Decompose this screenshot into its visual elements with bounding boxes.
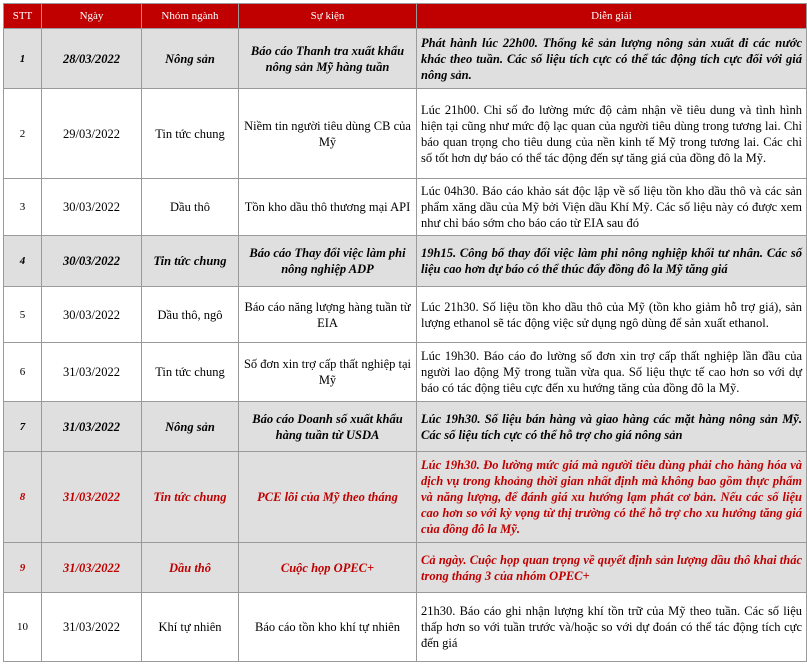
row-date: 31/03/2022 (42, 543, 142, 593)
row-group: Dầu thô (142, 543, 239, 593)
table-row (4, 236, 807, 287)
row-event: Báo cáo năng lượng hàng tuần từ EIA (239, 287, 417, 343)
row-event: Báo cáo Thay đổi việc làm phi nông nghiệp ADP (239, 236, 417, 287)
row-description: 19h15. Công bố thay đổi việc làm phi nông nghiệp khối tư nhân. Các số liệu cao hơn dự báo có thể thúc đẩy đồng đô la Mỹ tăng giá (417, 236, 807, 287)
table-row (4, 89, 807, 179)
row-group: Tin tức chung (142, 452, 239, 543)
table-row (4, 593, 807, 662)
row-description: Cả ngày. Cuộc họp quan trọng về quyết định sản lượng dầu thô khai thác trong tháng 3 của nhóm OPEC+ (417, 543, 807, 593)
row-event: Niềm tin người tiêu dùng CB của Mỹ (239, 89, 417, 179)
row-date: 31/03/2022 (42, 593, 142, 662)
table-row (4, 343, 807, 402)
row-date: 31/03/2022 (42, 343, 142, 402)
row-group: Tin tức chung (142, 89, 239, 179)
row-group: Tin tức chung (142, 236, 239, 287)
row-stt: 9 (4, 543, 42, 593)
row-description: Lúc 21h30. Số liệu tồn kho dầu thô của Mỹ (tồn kho giảm hỗ trợ giá), sản lượng ethanol sẽ tác động việc sử dụng ngô dùng để sản xuất ethanol. (417, 287, 807, 343)
table-row (4, 29, 807, 89)
table-row (4, 179, 807, 236)
row-group: Tin tức chung (142, 343, 239, 402)
row-event: Cuộc họp OPEC+ (239, 543, 417, 593)
row-stt: 4 (4, 236, 42, 287)
row-description: 21h30. Báo cáo ghi nhận lượng khí tồn trữ của Mỹ theo tuần. Các số liệu thấp hơn so với tuần trước và/hoặc so với dự đoán có thể tác động tích cực đến giá (417, 593, 807, 662)
row-date: 30/03/2022 (42, 287, 142, 343)
header-event: Sự kiện (239, 4, 417, 29)
table-row (4, 402, 807, 452)
row-stt: 8 (4, 452, 42, 543)
row-stt: 5 (4, 287, 42, 343)
row-group: Nông sản (142, 29, 239, 89)
row-date: 30/03/2022 (42, 179, 142, 236)
row-group: Khí tự nhiên (142, 593, 239, 662)
table-header-row (4, 4, 807, 29)
row-description: Lúc 04h30. Báo cáo khảo sát độc lập về số liệu tồn kho dầu thô và các sản phẩm xăng dầu của Mỹ bởi Viện dầu Khí Mỹ. Các số liệu này có được xem như chỉ báo sớm cho báo cáo từ EIA sau đó (417, 179, 807, 236)
row-event: Số đơn xin trợ cấp thất nghiệp tại Mỹ (239, 343, 417, 402)
row-description: Phát hành lúc 22h00. Thống kê sản lượng nông sản xuất đi các nước khác theo tuần. Các số liệu tích cực có thể tác động tích cực đối với giá nông sản. (417, 29, 807, 89)
header-description: Diễn giải (417, 4, 807, 29)
row-event: PCE lõi của Mỹ theo tháng (239, 452, 417, 543)
row-group: Dầu thô, ngô (142, 287, 239, 343)
row-date: 31/03/2022 (42, 402, 142, 452)
event-calendar-table (3, 3, 807, 662)
row-description: Lúc 19h30. Số liệu bán hàng và giao hàng các mặt hàng nông sản Mỹ. Các số liệu tích cực có thể hỗ trợ cho giá nông sản (417, 402, 807, 452)
row-date: 28/03/2022 (42, 29, 142, 89)
header-date: Ngày (42, 4, 142, 29)
row-stt: 6 (4, 343, 42, 402)
row-date: 31/03/2022 (42, 452, 142, 543)
row-group: Nông sản (142, 402, 239, 452)
row-date: 29/03/2022 (42, 89, 142, 179)
row-event: Báo cáo Thanh tra xuất khẩu nông sản Mỹ hàng tuần (239, 29, 417, 89)
table-row (4, 287, 807, 343)
row-stt: 10 (4, 593, 42, 662)
row-event: Báo cáo tồn kho khí tự nhiên (239, 593, 417, 662)
row-description: Lúc 19h30. Đo lường mức giá mà người tiêu dùng phải cho hàng hóa và dịch vụ trong khoảng thời gian nhất định mà không bao gồm thực phẩm và năng lượng, để đánh giá xu hướng lạm phát cơ bản. Nếu các số liệu cao hơn so với kỳ vọng từ thị trường có thể hỗ trợ cho xu hướng tăng giá của đồng đô la Mỹ. (417, 452, 807, 543)
row-description: Lúc 21h00. Chỉ số đo lường mức độ cảm nhận về tiêu dung và tình hình hiện tại cũng như mức độ lạc quan của người tiêu dùng trong tương lai. Chỉ báo quan trọng cho tiêu dung của nền kinh tế Mỹ trong tương lai. Các chỉ số tốt hơn dự báo có thể tác động đến sự tăng giá của đồng đô la Mỹ. (417, 89, 807, 179)
table-row (4, 452, 807, 543)
row-date: 30/03/2022 (42, 236, 142, 287)
row-event: Báo cáo Doanh số xuất khẩu hàng tuần từ USDA (239, 402, 417, 452)
row-stt: 1 (4, 29, 42, 89)
row-stt: 2 (4, 89, 42, 179)
header-group: Nhóm ngành (142, 4, 239, 29)
row-stt: 3 (4, 179, 42, 236)
row-stt: 7 (4, 402, 42, 452)
header-stt: STT (4, 4, 42, 29)
row-description: Lúc 19h30. Báo cáo đo lường số đơn xin trợ cấp thất nghiệp lần đầu của người lao động Mỹ trong tuần vừa qua. Số liệu thực tế cao hơn so với dự báo có tác động tiêu cực đến xu hướng tăng của đồng đô la Mỹ. (417, 343, 807, 402)
table-row (4, 543, 807, 593)
row-event: Tồn kho dầu thô thương mại API (239, 179, 417, 236)
row-group: Dầu thô (142, 179, 239, 236)
